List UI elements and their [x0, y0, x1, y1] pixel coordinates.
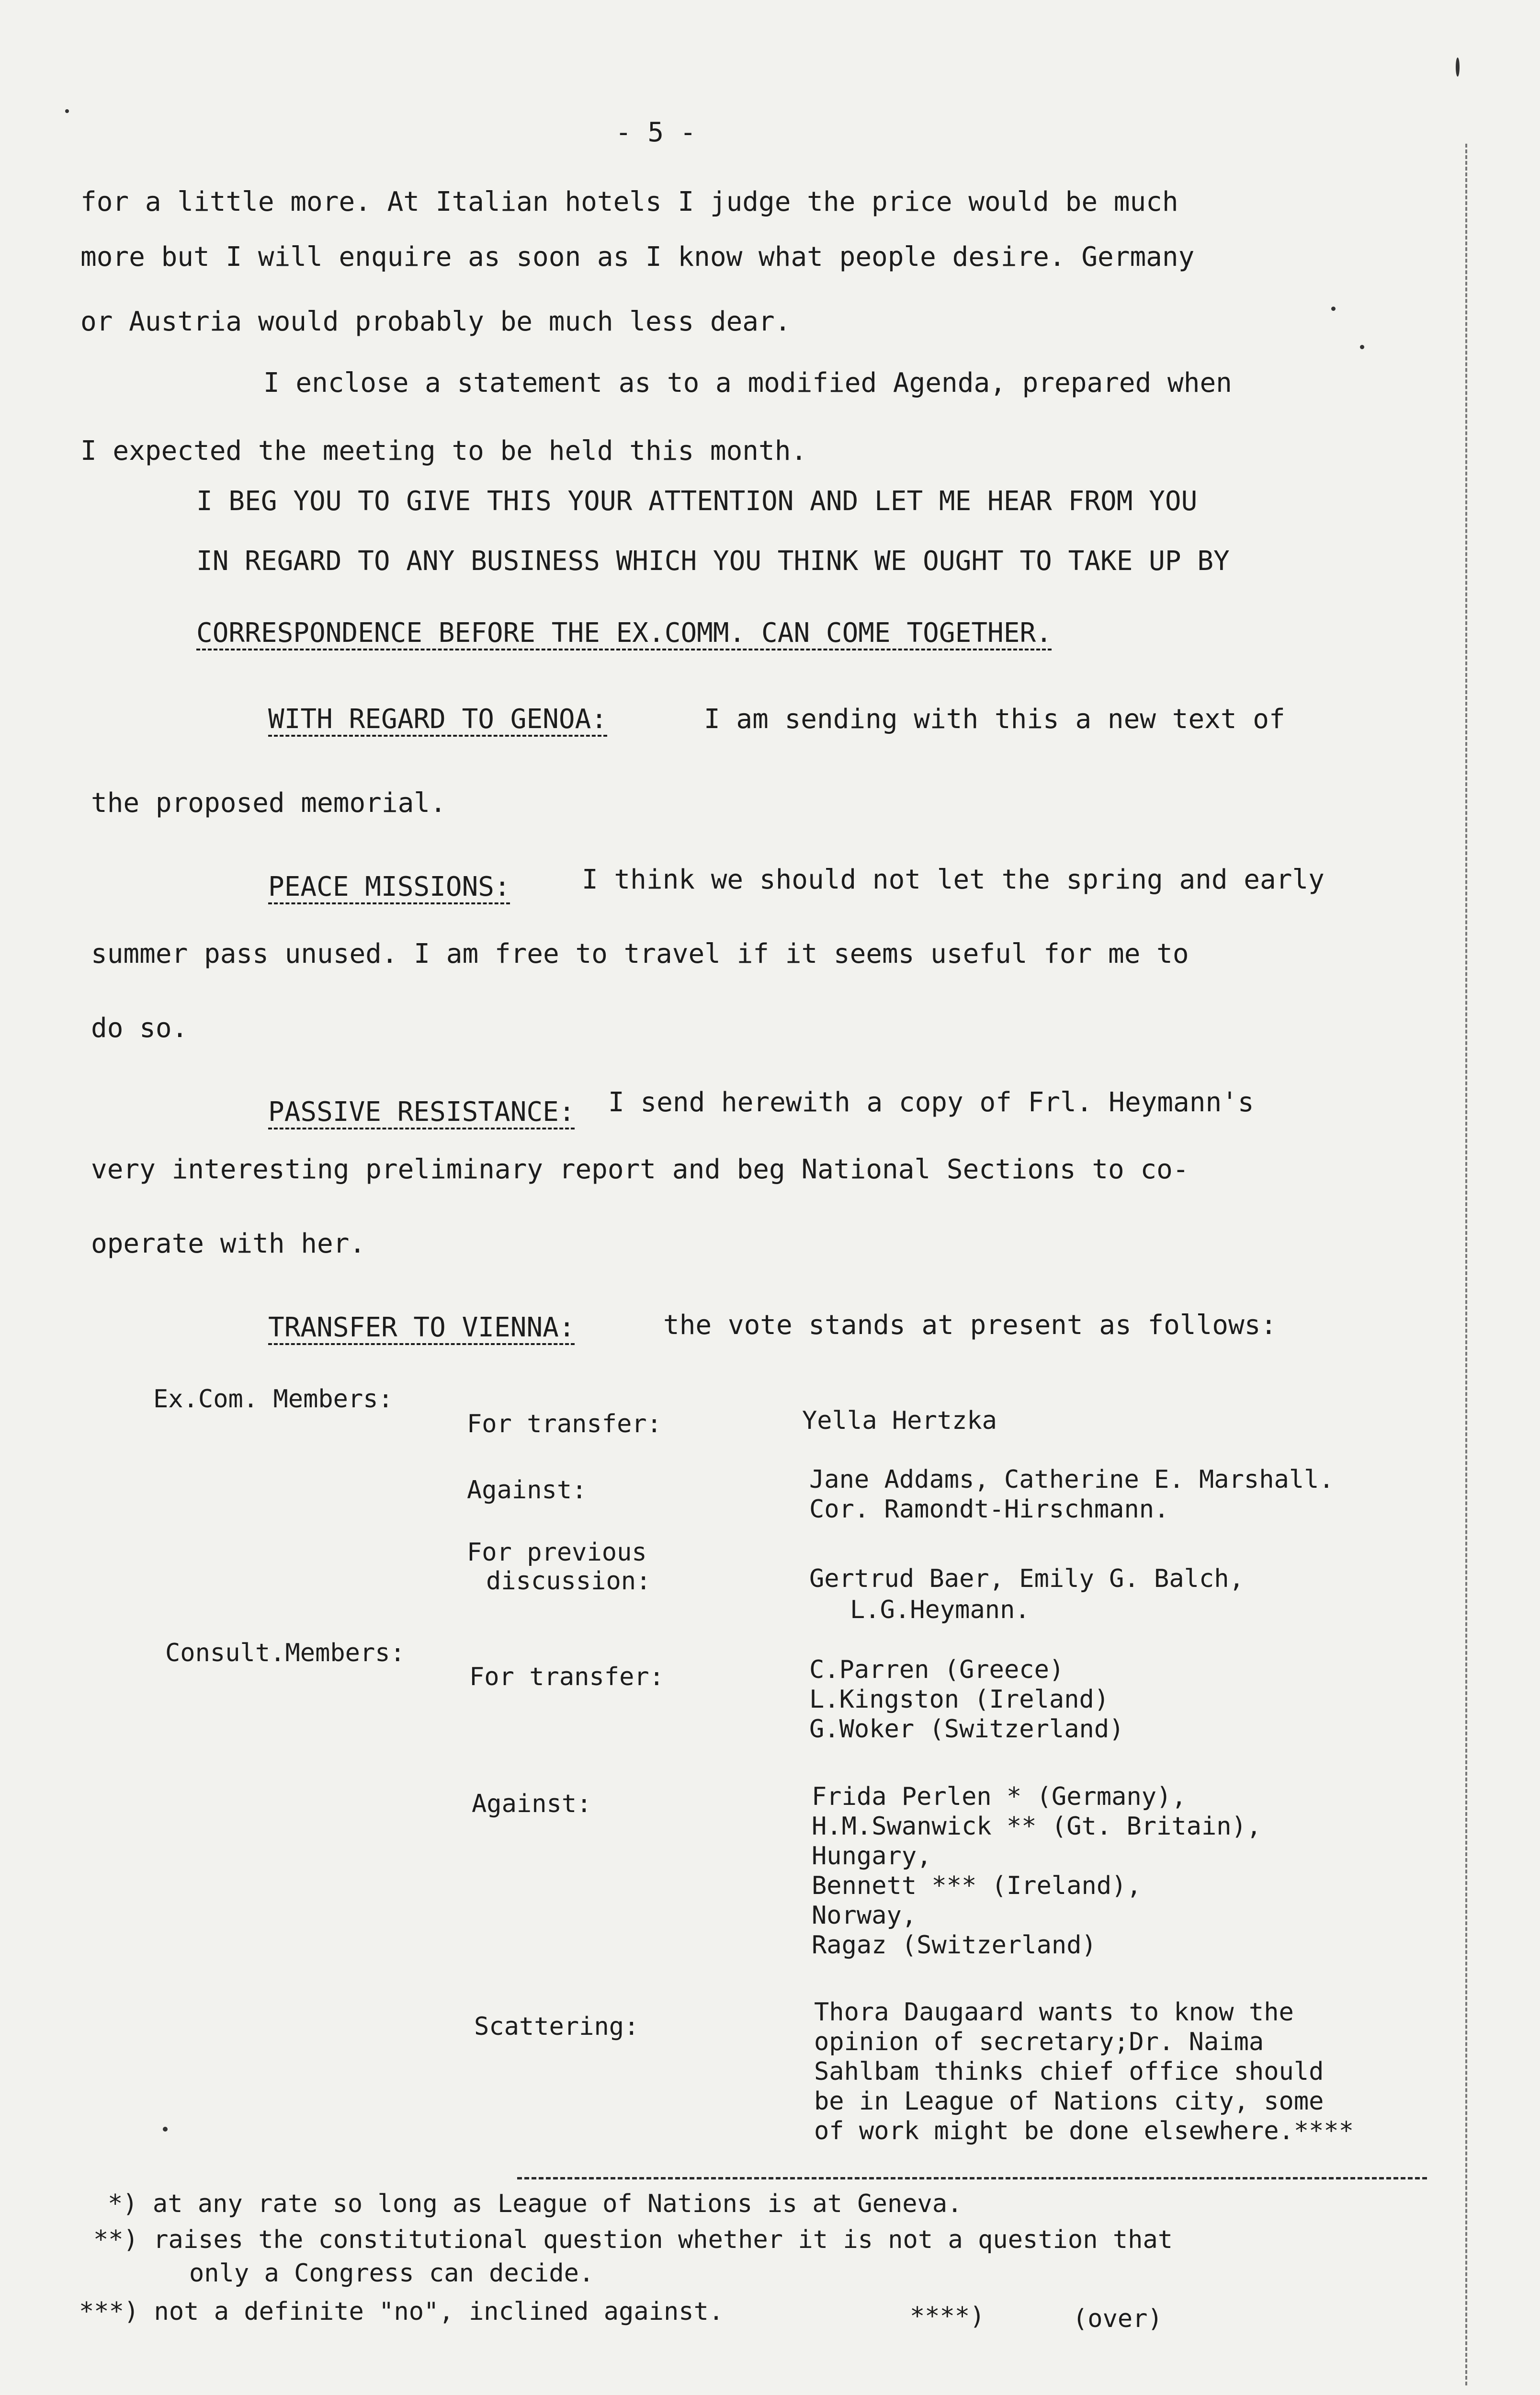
- vote-names: of work might be done elsewhere.****: [814, 2117, 1354, 2145]
- vote-names: H.M.Swanwick ** (Gt. Britain),: [812, 1812, 1262, 1841]
- vote-names: Thora Daugaard wants to know the: [814, 1998, 1294, 2027]
- vote-names: Jane Addams, Catherine E. Marshall.: [809, 1465, 1334, 1494]
- peace-text: I think we should not let the spring and early: [582, 864, 1325, 895]
- section-heading-peace-missions: PEACE MISSIONS:: [268, 871, 510, 902]
- scan-speck: [65, 109, 69, 113]
- caps-request-line: CORRESPONDENCE BEFORE THE EX.COMM. CAN COME TOGETHER.: [196, 617, 1052, 649]
- paragraph-line: for a little more. At Italian hotels I judge the price would be much: [80, 186, 1178, 217]
- vote-category-label: Scattering:: [474, 2012, 639, 2041]
- vote-category-label: For transfer:: [467, 1410, 662, 1438]
- vote-names: Bennett *** (Ireland),: [812, 1871, 1142, 1900]
- right-margin-scan-mark: [1465, 144, 1467, 2385]
- section-heading-transfer-to-vienna: TRANSFER TO VIENNA:: [268, 1312, 575, 1343]
- footnote-separator: [517, 2177, 1427, 2179]
- section-heading-genoa: WITH REGARD TO GENOA:: [268, 704, 608, 735]
- section-heading-passive-resistance: PASSIVE RESISTANCE:: [268, 1096, 575, 1128]
- vote-names: Frida Perlen * (Germany),: [812, 1782, 1187, 1811]
- vote-names: Gertrud Baer, Emily G. Balch,: [809, 1564, 1244, 1593]
- paragraph-line: more but I will enquire as soon as I know what people desire. Germany: [80, 241, 1195, 273]
- vote-category-label: For transfer:: [469, 1663, 664, 1691]
- paragraph-line: or Austria would probably be much less dear.: [80, 306, 791, 337]
- scan-speck: [163, 2127, 168, 2132]
- caps-request-line: IN REGARD TO ANY BUSINESS WHICH YOU THINK WE OUGHT TO TAKE UP BY: [196, 546, 1230, 577]
- passive-text: I send herewith a copy of Frl. Heymann's: [608, 1087, 1254, 1118]
- footnote: ***) not a definite "no", inclined against.: [79, 2297, 724, 2326]
- vote-group-label: Ex.Com. Members:: [153, 1385, 393, 1414]
- vote-names: Yella Hertzka: [802, 1406, 997, 1435]
- vote-names: Ragaz (Switzerland): [812, 1931, 1097, 1960]
- footnote: only a Congress can decide.: [189, 2259, 594, 2288]
- paragraph-line: I expected the meeting to be held this month.: [80, 435, 807, 467]
- vote-names: Cor. Ramondt-Hirschmann.: [809, 1495, 1169, 1524]
- scan-speck: [1360, 345, 1364, 349]
- peace-text: do so.: [91, 1013, 188, 1044]
- footnote: *) at any rate so long as League of Nations is at Geneva.: [108, 2190, 962, 2218]
- vote-names: L.Kingston (Ireland): [809, 1685, 1110, 1714]
- passive-text: very interesting preliminary report and beg National Sections to co-: [91, 1154, 1189, 1185]
- vote-names: G.Woker (Switzerland): [809, 1715, 1124, 1744]
- vote-category-label: For previous: [467, 1538, 647, 1567]
- vote-names: Norway,: [812, 1901, 917, 1930]
- footnote: **) raises the constitutional question whether it is not a question that: [93, 2225, 1173, 2254]
- vote-names: Hungary,: [812, 1842, 932, 1870]
- caps-request-line: I BEG YOU TO GIVE THIS YOUR ATTENTION AND LET ME HEAR FROM YOU: [196, 486, 1198, 517]
- genoa-text: the proposed memorial.: [91, 787, 446, 819]
- paragraph-line: I enclose a statement as to a modified Agenda, prepared when: [263, 367, 1232, 399]
- page-number: - 5 -: [615, 117, 696, 148]
- vote-names: L.G.Heymann.: [850, 1596, 1030, 1624]
- vote-names: C.Parren (Greece): [809, 1655, 1064, 1684]
- vote-category-label: discussion:: [486, 1567, 651, 1596]
- vote-names: be in League of Nations city, some: [814, 2087, 1324, 2116]
- genoa-text: I am sending with this a new text of: [704, 704, 1285, 735]
- footnote: ****): [910, 2302, 985, 2331]
- peace-text: summer pass unused. I am free to travel if it seems useful for me to: [91, 938, 1189, 969]
- passive-text: operate with her.: [91, 1228, 366, 1259]
- scan-speck: [1456, 57, 1460, 77]
- over-note: (over): [1073, 2304, 1163, 2333]
- vote-category-label: Against:: [472, 1790, 592, 1818]
- vote-names: opinion of secretary;Dr. Naima: [814, 2028, 1264, 2056]
- scan-speck: [1331, 307, 1336, 311]
- vote-category-label: Against:: [467, 1476, 587, 1505]
- vote-names: Sahlbam thinks chief office should: [814, 2057, 1324, 2086]
- vote-group-label: Consult.Members:: [165, 1639, 405, 1667]
- transfer-text: the vote stands at present as follows:: [663, 1310, 1277, 1341]
